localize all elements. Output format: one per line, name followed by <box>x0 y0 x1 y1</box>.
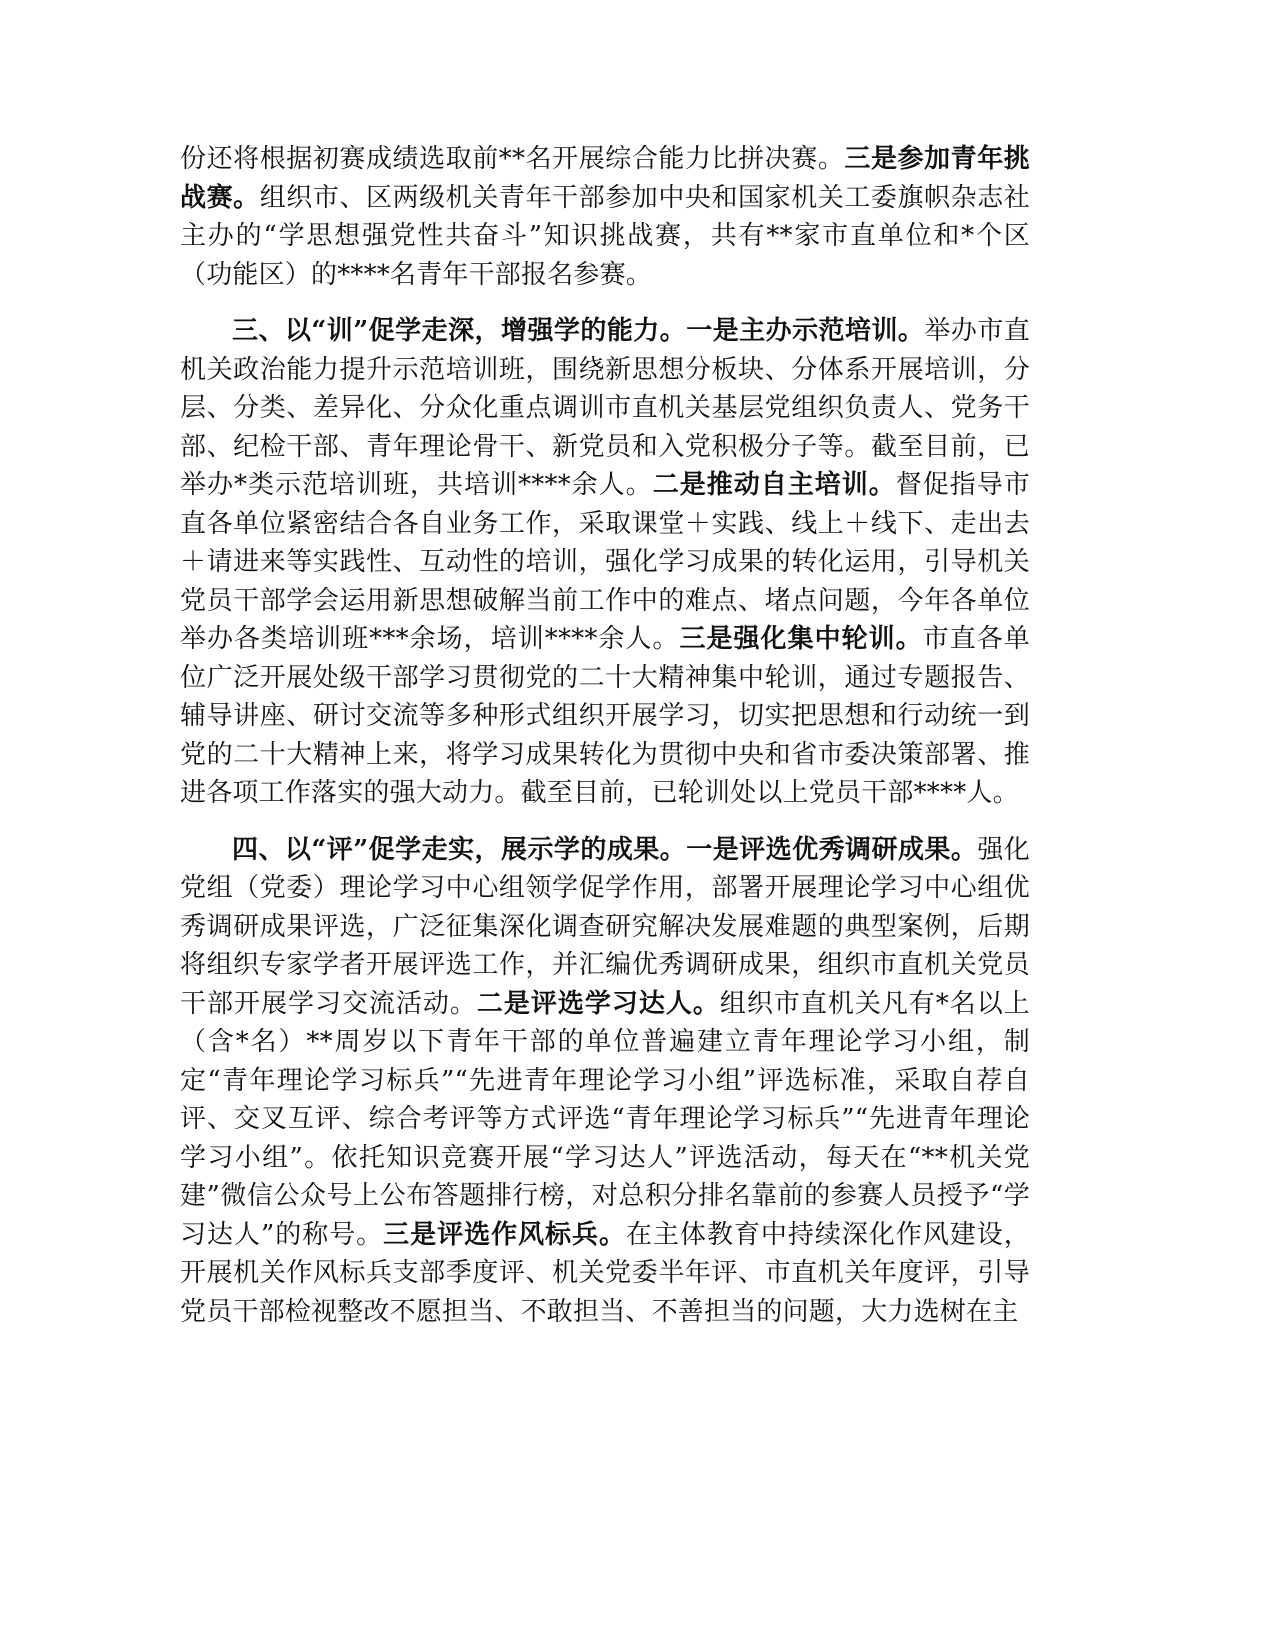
bold-run-subheading: 二是评选学习达人。 <box>476 988 720 1019</box>
paragraph-section-3 <box>180 312 1030 813</box>
bold-run-subheading: 二是推动自主培训。 <box>652 470 896 500</box>
text-run: 强化党组（党委）理论学习中心组领学促学作用，部署开展理论学习中心组优秀调研成果评选，广泛征集深化调查研究解决发展难题的典型案例，后期将组织专家学者开展评选工作，并汇编优秀调研成果，组织市直机关党员干部开展学习交流活动。 <box>180 834 1031 1019</box>
text-run: 督促指导市直各单位紧密结合各自业务工作，采取课堂＋实践、线上＋线下、走出去＋请进来等实践性、互动性的培训，强化学习成果的转化运用，引导机关党员干部学会运用新思想破解当前工作中的难点、堵点问题，今年各单位举办各类培训班***余场，培训****余人。 <box>180 470 1030 654</box>
paragraph-continuation <box>180 140 1030 294</box>
paragraph-section-4 <box>180 831 1030 1332</box>
document-page <box>180 140 1030 1331</box>
bold-run-subheading: 一是主办示范培训。 <box>686 316 925 346</box>
text-run: 组织市、区两级机关青年干部参加中央和国家机关工委旗帜杂志社主办的“学思想强党性共奋斗”知识挑战赛，共有**家市直单位和*个区（功能区）的****名青年干部报名参赛。 <box>180 182 1030 290</box>
bold-run-subheading: 三是评选作风标兵。 <box>383 1219 627 1250</box>
bold-run-subheading: 三是强化集中轮训。 <box>679 624 923 654</box>
section-heading-3: 三、以“训”促学走深，增强学的能力。 <box>232 316 687 346</box>
bold-run-subheading: 三是参加青年挑战赛。 <box>180 144 1030 213</box>
section-heading-4: 四、以“评”促学走实，展示学的成果。 <box>232 834 687 865</box>
text-run: 举办市直机关政治能力提升示范培训班，围绕新思想分板块、分体系开展培训，分层、分类、差异化、分众化重点调训市直机关基层党组织负责人、党务干部、纪检干部、青年理论骨干、新党员和入党积极分子等。截至目前，已举办*类示范培训班，共培训****余人。 <box>180 316 1030 500</box>
text-run: 组织市直机关凡有*名以上（含*名）**周岁以下青年干部的单位普遍建立青年理论学习小组，制定“青年理论学习标兵”“先进青年理论学习小组”评选标准，采取自荐自评、交叉互评、综合考评等方式评选“青年理论学习标兵”“先进青年理论学习小组”。依托知识竞赛开展“学习达人”评选活动，每天在“**机关党建”微信公众号上公布答题排行榜，对总积分排名靠前的参赛人员授予“学习达人”的称号。 <box>180 988 1030 1250</box>
bold-run-subheading: 一是评选优秀调研成果。 <box>686 834 978 865</box>
text-run: 份还将根据初赛成绩选取前**名开展综合能力比拼决赛。 <box>180 144 845 174</box>
text-run: 在主体教育中持续深化作风建设，开展机关作风标兵支部季度评、机关党委半年评、市直机关年度评，引导党员干部检视整改不愿担当、不敢担当、不善担当的问题，大力选树在主 <box>180 1219 1030 1327</box>
text-run: 市直各单位广泛开展处级干部学习贯彻党的二十大精神集中轮训，通过专题报告、辅导讲座、研讨交流等多种形式组织开展学习，切实把思想和行动统一到党的二十大精神上来，将学习成果转化为贯彻中央和省市委决策部署、推进各项工作落实的强大动力。截至目前，已轮训处以上党员干部****人。 <box>180 624 1030 808</box>
